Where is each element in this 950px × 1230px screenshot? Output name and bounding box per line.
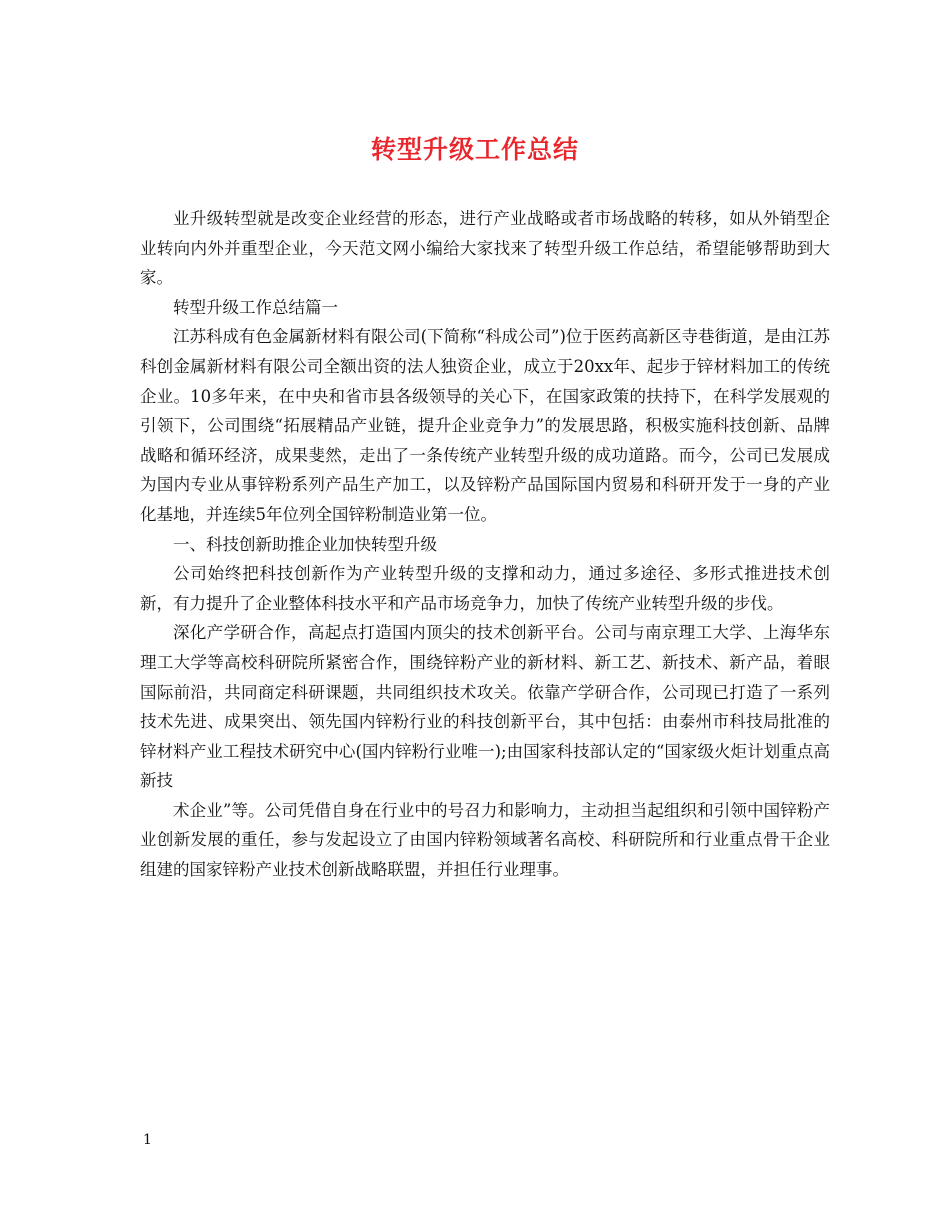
document-title: 转型升级工作总结 — [370, 135, 579, 164]
alliance-paragraph: 术企业”等。公司凭借自身在行业中的号召力和影响力，主动担当起组织和引领中国锌粉产业创新发展的重任，参与发起设立了由国内锌粉领域著名高校、科研院所和行业重点骨干企业组建的国家锌粉产业技术创新战略联盟，并担任行业理事。 — [140, 800, 830, 880]
page-number: 1 — [143, 1132, 152, 1148]
document-body — [140, 204, 830, 885]
innovation-paragraph: 公司始终把科技创新作为产业转型升级的支撑和动力，通过多途径、多形式推进技术创新，有力提升了企业整体科技水平和产品市场竞争力，加快了传统产业转型升级的步伐。 — [140, 564, 830, 613]
intro-paragraph: 业升级转型就是改变企业经营的形态，进行产业战略或者市场战略的转移，如从外销型企业转向内外并重型企业，今天范文网小编给大家找来了转型升级工作总结，希望能够帮助到大家。 — [140, 209, 830, 288]
cooperation-paragraph: 深化产学研合作，高起点打造国内顶尖的技术创新平台。公司与南京理工大学、上海华东理工大学等高校科研院所紧密合作，围绕锌粉产业的新材料、新工艺、新技术、新产品，着眼国际前沿，共同商定科研课题，共同组织技术攻关。依靠产学研合作，公司现已打造了一系列技术先进、成果突出、领先国内锌粉行业的科技创新平台，其中包括：由泰州市科技局批准的锌材料产业工程技术研究中心(国内锌粉行业唯一);由国家科技部认定的“国家级火炬计划重点高新技 — [140, 623, 830, 791]
subsection-heading: 一、科技创新助推企业加快转型升级 — [173, 534, 437, 554]
company-paragraph: 江苏科成有色金属新材料有限公司(下简称“科成公司”)位于医药高新区寺巷街道，是由江苏科创金属新材料有限公司全额出资的法人独资企业，成立于20xx年、起步于锌材料加工的传统企业。10多年来，在中央和省市县各级领导的关心下，在国家政策的扶持下，在科学发展观的引领下，公司围绕“拓展精品产业链，提升企业竞争力”的发展思路，积极实施科技创新、品牌战略和循环经济，成果斐然，走出了一条传统产业转型升级的成功道路。而今，公司已发展成为国内专业从事锌粉系列产品生产加工，以及锌粉产品国际国内贸易和科研开发于一身的产业化基地，并连续5年位列全国锌粉制造业第一位。 — [140, 327, 830, 524]
section-heading: 转型升级工作总结篇一 — [173, 297, 338, 317]
